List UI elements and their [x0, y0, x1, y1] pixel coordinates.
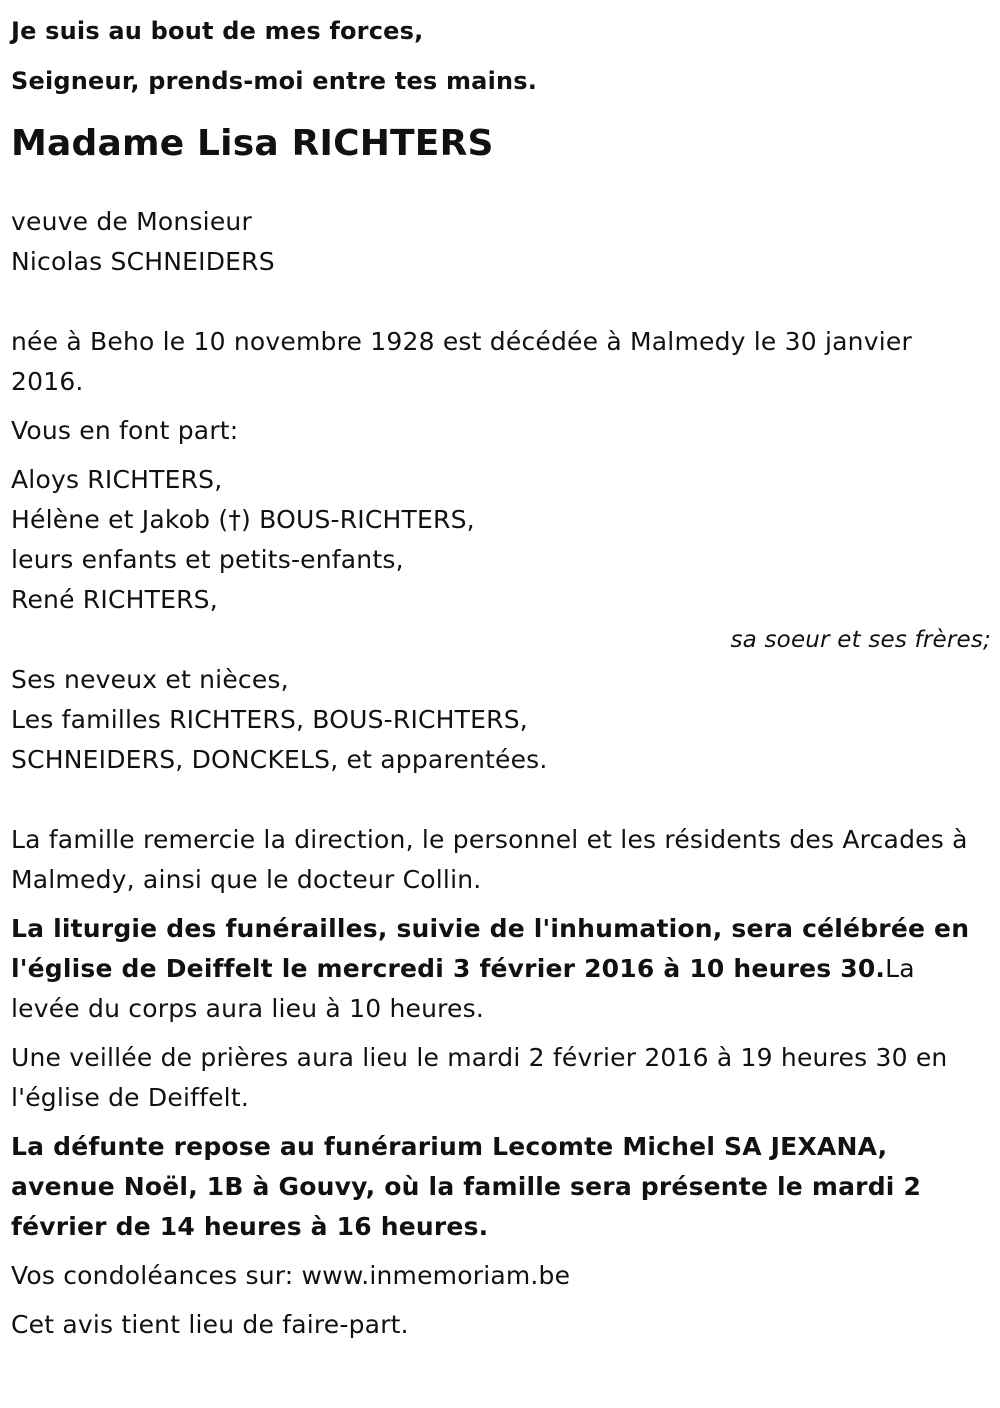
- poem-line-2: Seigneur, prends-moi entre tes mains.: [11, 67, 538, 95]
- vigil-text: Une veillée de prières aura lieu le mardi 2 février 2016 à 19 heures 30 en l'église de Deiffelt.: [11, 1043, 948, 1112]
- funeral-procession: La levée du corps aura lieu à 10 heures.: [11, 954, 915, 1023]
- birth-death: née à Beho le 10 novembre 1928 est décédée à Malmedy le 30 janvier 2016.: [11, 327, 912, 396]
- thanks-text: La famille remercie la direction, le personnel et les résidents des Arcades à Malmedy, ainsi que le docteur Collin.: [11, 825, 968, 894]
- family-line: leurs enfants et petits-enfants,: [11, 545, 404, 574]
- spouse-line-2: Nicolas SCHNEIDERS: [11, 247, 275, 276]
- relatives-line: Les familles RICHTERS, BOUS-RICHTERS,: [11, 705, 528, 734]
- relatives-line: Ses neveux et nièces,: [11, 665, 289, 694]
- relatives-list: [11, 660, 991, 780]
- spouse-line-1: veuve de Monsieur: [11, 207, 252, 236]
- family-list: [11, 460, 991, 620]
- funerarium-text: La défunte repose au funérarium Lecomte Michel SA JEXANA, avenue Noël, 1B à Gouvy, où la famille sera présente le mardi 2 février de 14 heures à 16 heures.: [11, 1132, 922, 1241]
- family-line: René RICHTERS,: [11, 585, 218, 614]
- relatives-line: SCHNEIDERS, DONCKELS, et apparentées.: [11, 745, 548, 774]
- family-line: Hélène et Jakob (†) BOUS-RICHTERS,: [11, 505, 475, 534]
- announce-label: Vous en font part:: [11, 416, 239, 445]
- obituary-notice: [11, 6, 991, 1345]
- condolences-text: Vos condoléances sur: www.inmemoriam.be: [11, 1261, 571, 1290]
- funeral-info: [11, 909, 991, 1029]
- poem-line-1: Je suis au bout de mes forces,: [11, 17, 424, 45]
- funeral-ceremony: La liturgie des funérailles, suivie de l'inhumation, sera célébrée en l'église de Deiffelt le mercredi 3 février 2016 à 10 heures 30.: [11, 914, 970, 983]
- notice-text: Cet avis tient lieu de faire-part.: [11, 1310, 409, 1339]
- deceased-name: Madame Lisa RICHTERS: [11, 123, 494, 164]
- family-relation: sa soeur et ses frères;: [730, 627, 991, 653]
- family-line: Aloys RICHTERS,: [11, 465, 223, 494]
